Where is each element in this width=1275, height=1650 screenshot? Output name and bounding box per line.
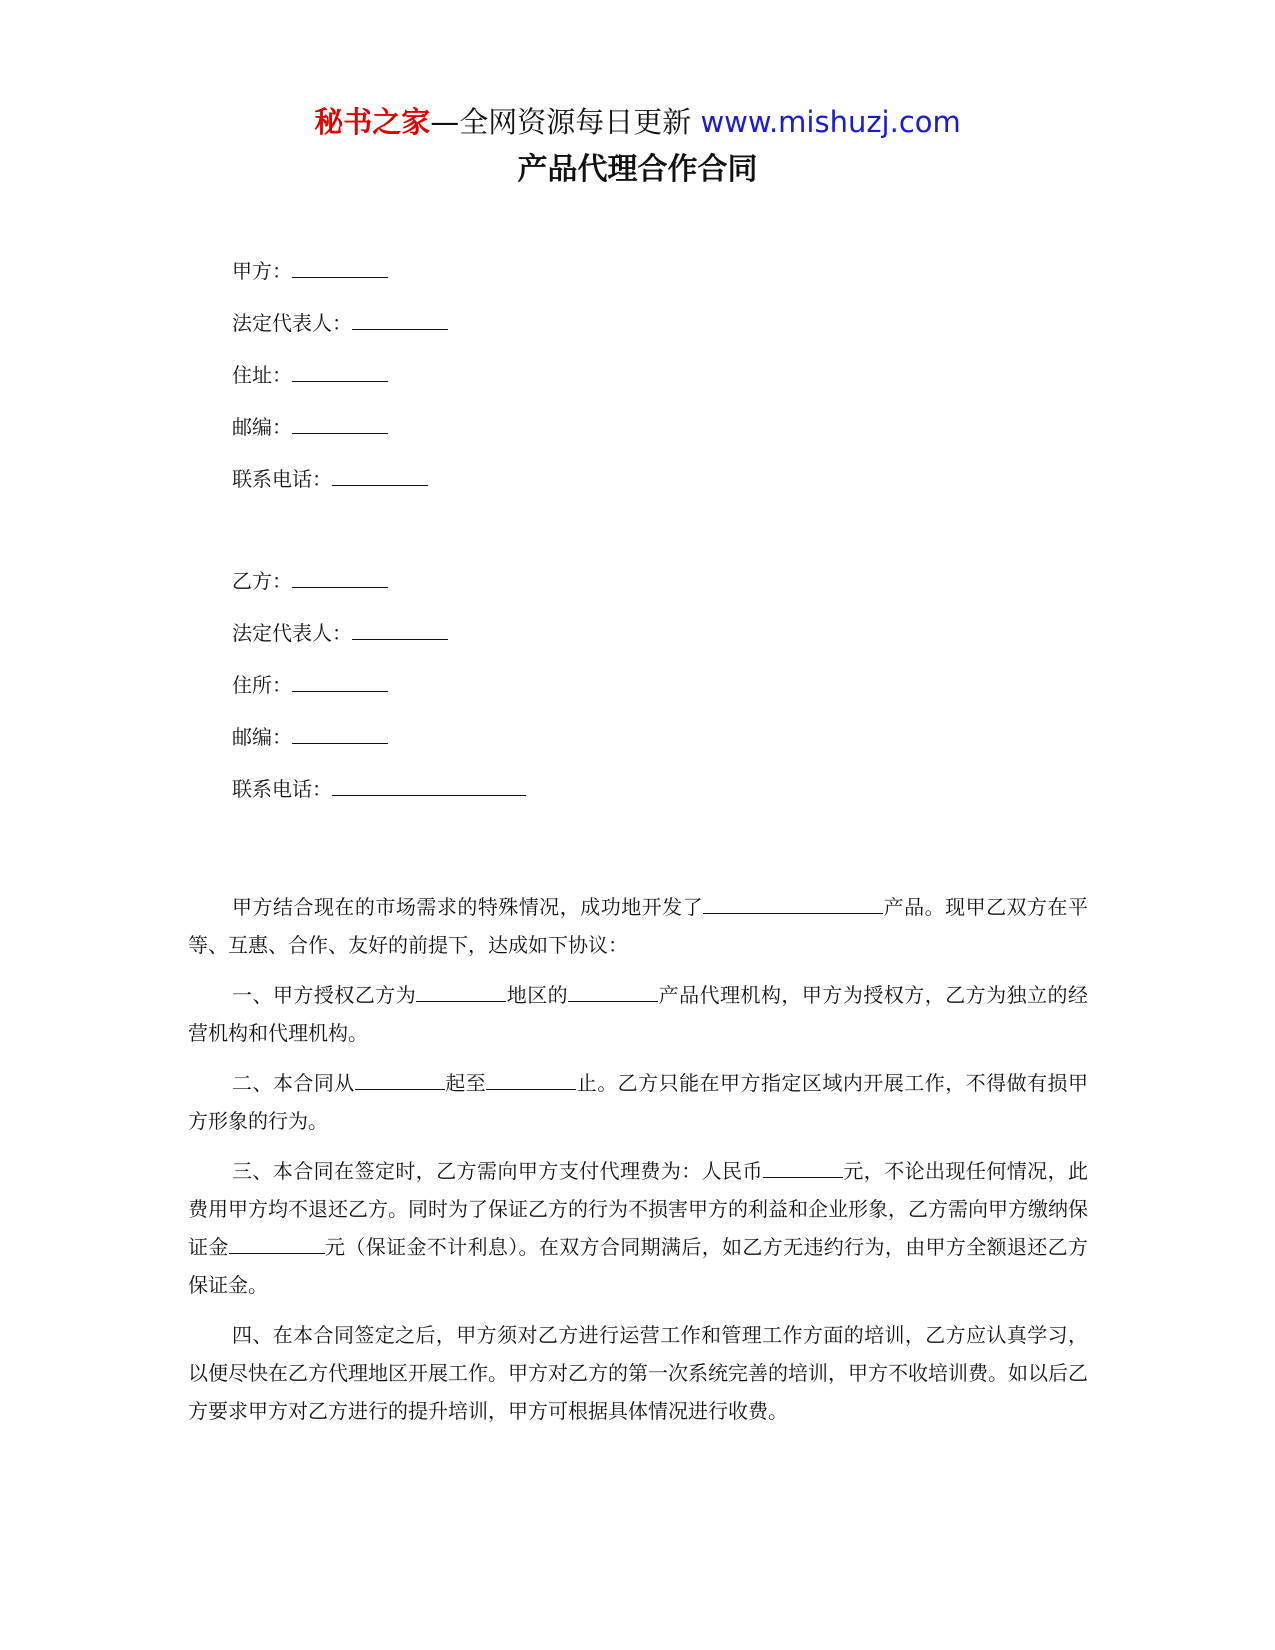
text-segment: 二、本合同从 bbox=[232, 1071, 355, 1095]
party-b-rep-field bbox=[232, 619, 526, 671]
text-segment: 三、本合同在签定时，乙方需向甲方支付代理费为：人民币 bbox=[232, 1159, 763, 1183]
field-label: 法定代表人： bbox=[232, 621, 352, 645]
clause-2-paragraph bbox=[188, 1064, 1088, 1140]
blank-line bbox=[292, 671, 388, 692]
blank-line bbox=[332, 775, 526, 796]
document-title: 产品代理合作合同 bbox=[517, 152, 758, 187]
party-a-phone-field bbox=[232, 465, 448, 517]
blank-line bbox=[352, 309, 448, 330]
party-b-name-field bbox=[232, 567, 526, 619]
text-segment: 产品。现甲乙双方在平等、互惠、合作、友好的前提下，达成如下协议： bbox=[188, 895, 1089, 957]
text-segment: 甲方结合现在的市场需求的特殊情况，成功地开发了 bbox=[232, 895, 704, 919]
blank-line bbox=[355, 1069, 445, 1090]
clause-4-paragraph: 四、在本合同签定之后，甲方须对乙方进行运营工作和管理工作方面的培训，乙方应认真学习，以便尽快在乙方代理地区开展工作。甲方对乙方的第一次系统完善的培训，甲方不收培训费。如以后乙方要求甲方对乙方进行的提升培训，甲方可根据具体情况进行收费。 bbox=[188, 1323, 1088, 1423]
blank-line bbox=[292, 413, 388, 434]
text-segment: 产品代理机构，甲方为授权方，乙方为独立的经营机构和代理机构。 bbox=[188, 983, 1089, 1045]
party-a-address-field bbox=[232, 361, 448, 413]
field-label: 邮编： bbox=[232, 725, 292, 749]
text-segment: 元（保证金不计利息）。在双方合同期满后，如乙方无违约行为，由甲方全额退还乙方保证金。 bbox=[188, 1235, 1089, 1297]
blank-line bbox=[292, 567, 388, 588]
party-b-postcode-field bbox=[232, 723, 526, 775]
clause-1-paragraph bbox=[188, 976, 1088, 1052]
text-segment: 止。乙方只能在甲方指定区域内开展工作，不得做有损甲方形象的行为。 bbox=[188, 1071, 1089, 1133]
clause-3-paragraph bbox=[188, 1152, 1088, 1304]
blank-line bbox=[292, 361, 388, 382]
blank-line bbox=[352, 619, 448, 640]
blank-line bbox=[416, 981, 506, 1002]
blank-line bbox=[763, 1157, 843, 1178]
text-segment: 起至 bbox=[444, 1071, 487, 1095]
party-b-block bbox=[232, 567, 526, 827]
field-label: 住所： bbox=[232, 673, 292, 697]
blank-line bbox=[486, 1069, 576, 1090]
text-segment: 地区的 bbox=[506, 983, 569, 1007]
field-label: 联系电话： bbox=[232, 467, 332, 491]
brand-name: 秘书之家 bbox=[314, 105, 431, 139]
party-a-name-field bbox=[232, 257, 448, 309]
intro-paragraph bbox=[188, 888, 1088, 964]
text-segment: 元，不论出现任何情况，此费用甲方均不退还乙方。同时为了保证乙方的行为不损害甲方的利益和企业形象，乙方需向甲方缴纳保证金 bbox=[188, 1159, 1089, 1259]
contract-body bbox=[188, 888, 1088, 1442]
party-a-block bbox=[232, 257, 448, 517]
field-label: 邮编： bbox=[232, 415, 292, 439]
field-label: 住址： bbox=[232, 363, 292, 387]
party-a-postcode-field bbox=[232, 413, 448, 465]
party-b-address-field bbox=[232, 671, 526, 723]
blank-line bbox=[703, 893, 883, 914]
site-header bbox=[0, 102, 1275, 142]
field-label: 法定代表人： bbox=[232, 311, 352, 335]
blank-line bbox=[292, 723, 388, 744]
party-a-rep-field bbox=[232, 309, 448, 361]
blank-line bbox=[292, 257, 388, 278]
blank-line bbox=[332, 465, 428, 486]
field-label: 甲方： bbox=[232, 259, 292, 283]
text-segment: 一、甲方授权乙方为 bbox=[232, 983, 417, 1007]
site-url-link[interactable]: www.mishuzj.com bbox=[700, 105, 961, 139]
blank-line bbox=[568, 981, 658, 1002]
blank-line bbox=[229, 1233, 325, 1254]
party-b-phone-field bbox=[232, 775, 526, 827]
header-tagline: —全网资源每日更新 bbox=[430, 105, 692, 139]
field-label: 联系电话： bbox=[232, 777, 332, 801]
field-label: 乙方： bbox=[232, 569, 292, 593]
